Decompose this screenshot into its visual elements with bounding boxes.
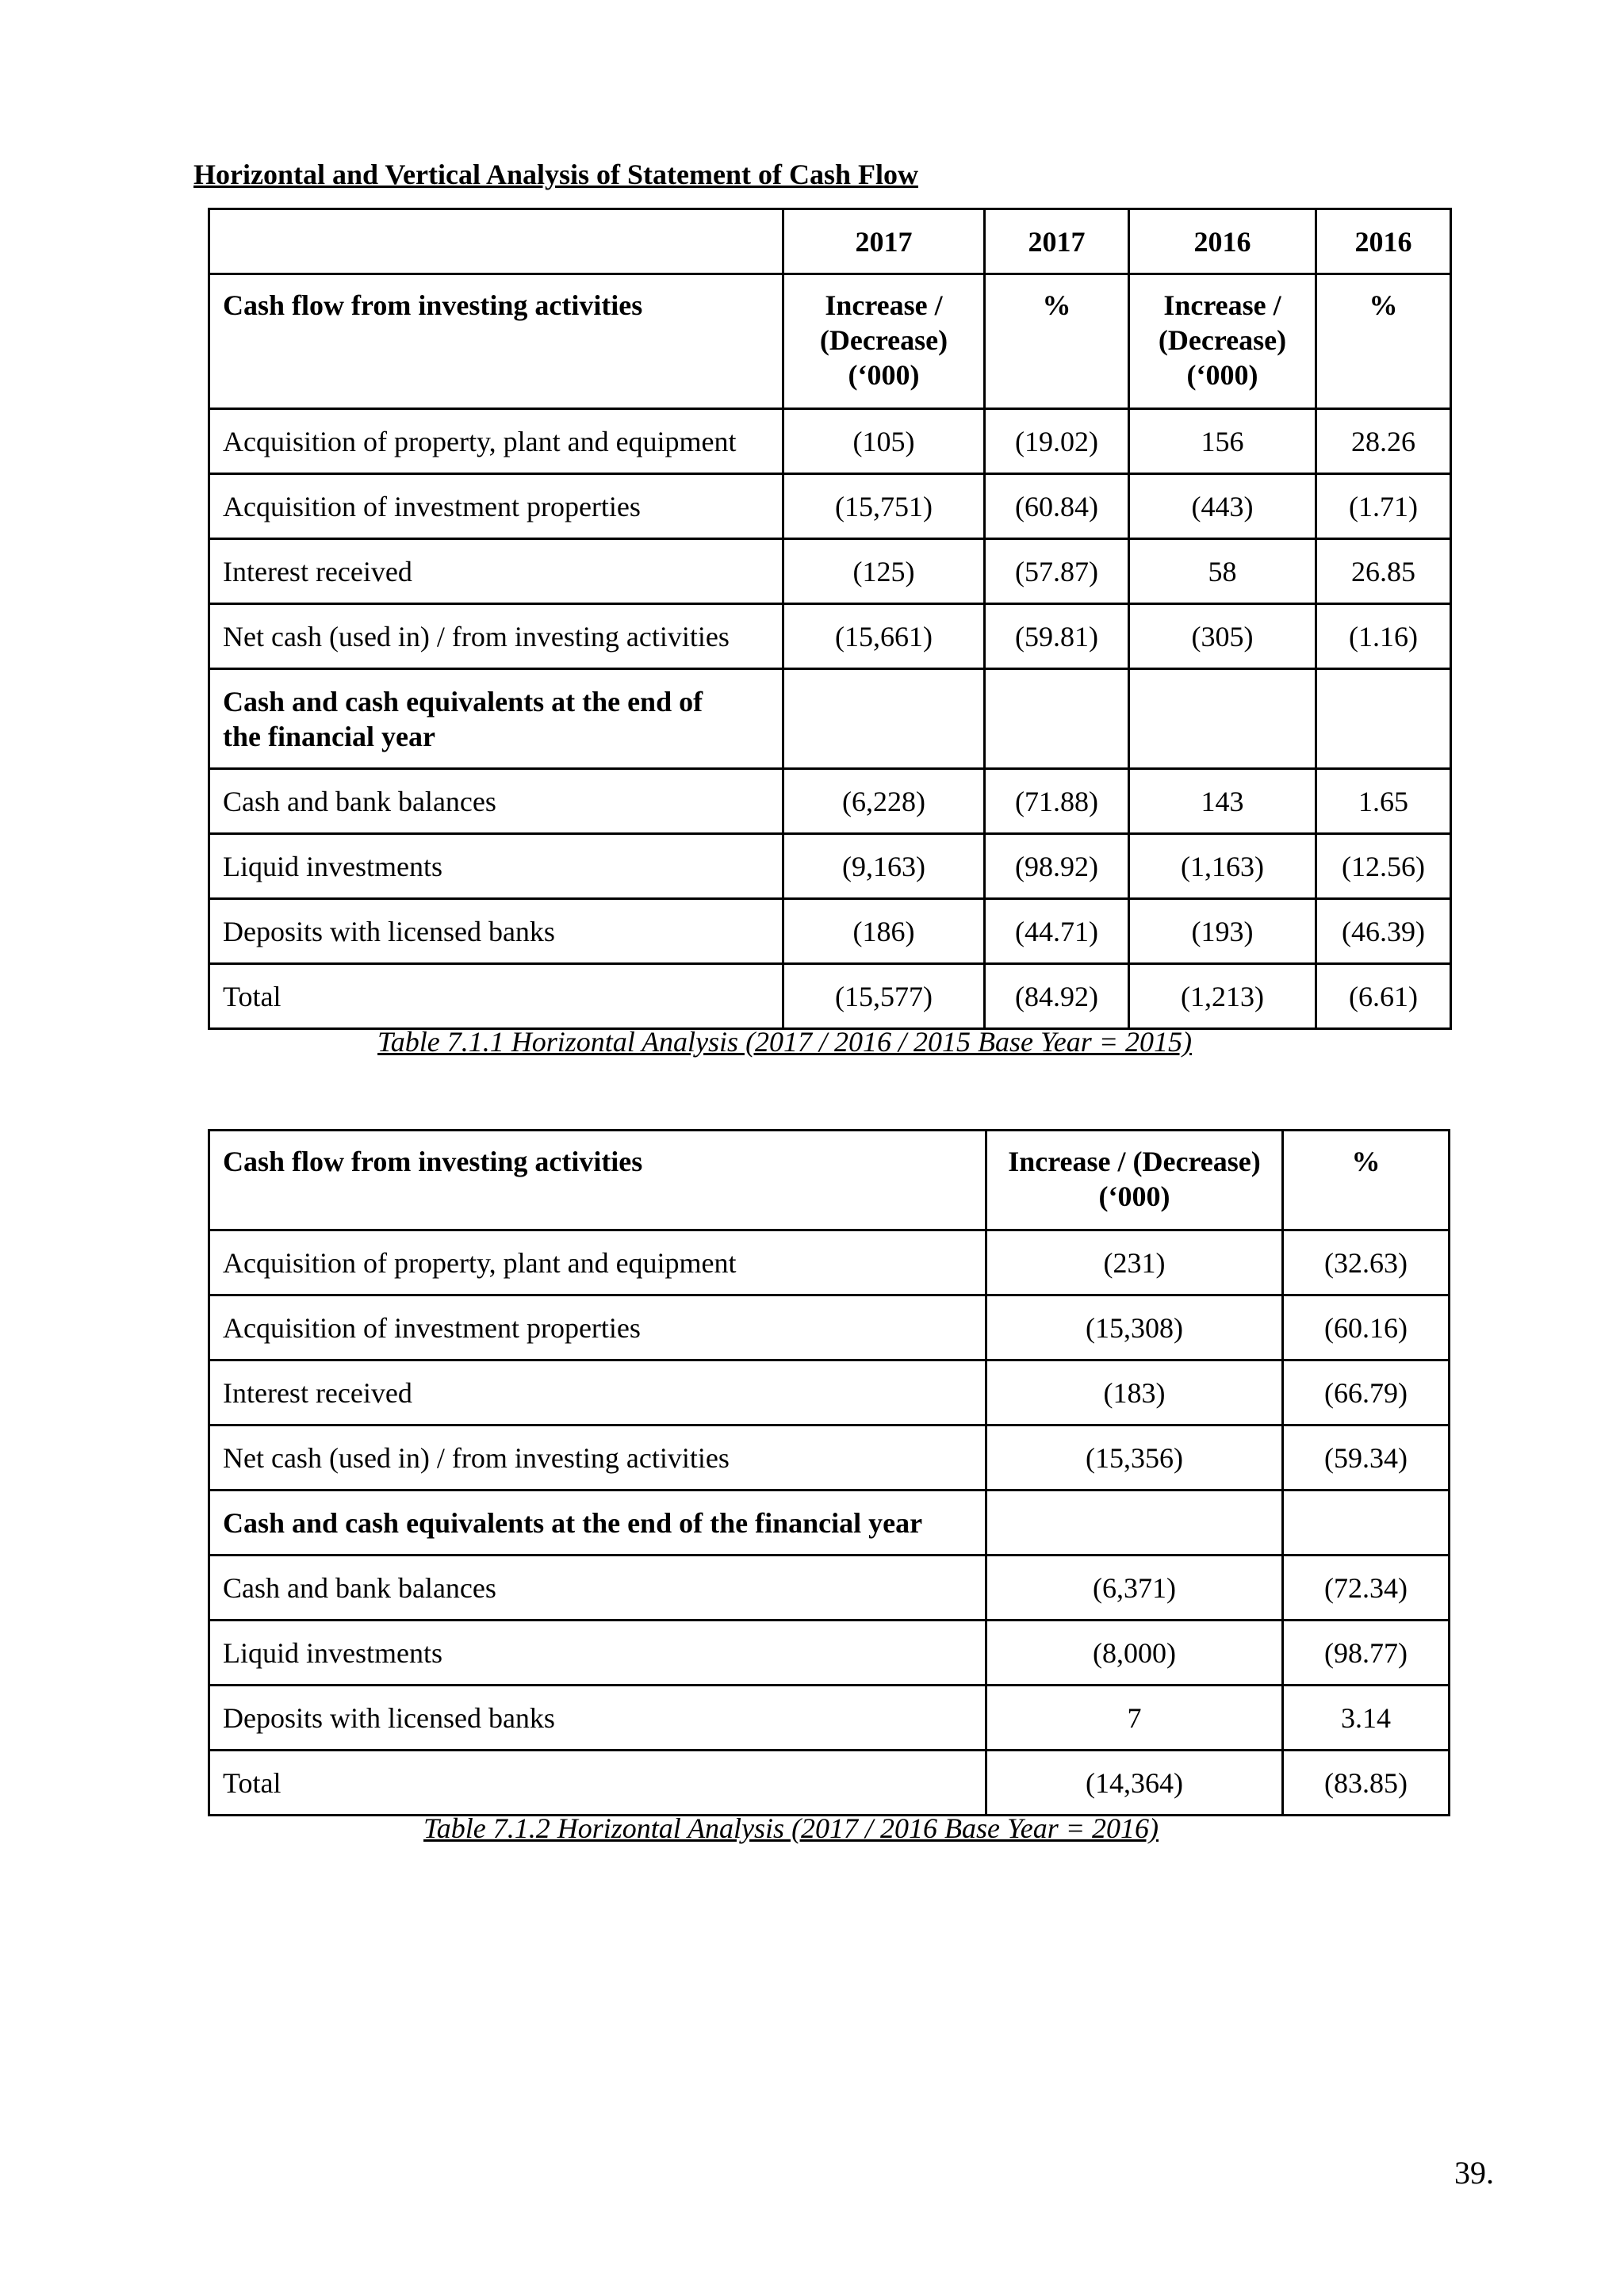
table-cell: (15,751) [783,474,985,539]
table-row [209,834,1451,899]
column-header-line: % [1369,289,1398,321]
column-header-line: (‘000) [1098,1181,1170,1212]
total-row [209,964,1451,1029]
column-header-line: (‘000) [848,359,920,391]
table-row [209,1295,1450,1360]
row-label: Net cash (used in) / from investing activities [209,604,783,669]
column-header [985,274,1129,409]
table-cell: (66.79) [1283,1360,1450,1425]
column-header-line: % [1351,1146,1381,1177]
row-label: Interest received [209,1360,986,1425]
empty-cell [783,669,985,769]
table-cell: (46.39) [1316,899,1451,964]
row-label: Acquisition of property, plant and equipment [209,1230,986,1295]
table-cell: (98.92) [985,834,1129,899]
table-cell: (6,228) [783,769,985,834]
table-cell: 58 [1129,539,1316,604]
column-header-line: (Decrease) [819,324,948,356]
section-label: Cash flow from investing activities [209,274,783,409]
empty-cell [985,669,1129,769]
table-cell: 3.14 [1283,1686,1450,1751]
section-label [209,669,783,769]
empty-header-cell [209,209,783,274]
row-label: Liquid investments [209,1621,986,1686]
table-row [209,899,1451,964]
table-cell: (83.85) [1283,1751,1450,1816]
row-label: Total [209,1751,986,1816]
table-cell: (60.84) [985,474,1129,539]
column-header [986,1131,1283,1230]
table-cell: (15,356) [986,1425,1283,1490]
table-row [209,1360,1450,1425]
table-cell: (1,213) [1129,964,1316,1029]
table-cell: (12.56) [1316,834,1451,899]
column-header [783,274,985,409]
table-cell: (1.71) [1316,474,1451,539]
column-header-line: % [1042,289,1071,321]
total-row [209,1751,1450,1816]
empty-cell [1316,669,1451,769]
table-cell: (6,371) [986,1556,1283,1621]
table-cell: 1.65 [1316,769,1451,834]
table-cell: (98.77) [1283,1621,1450,1686]
table-cell: (15,308) [986,1295,1283,1360]
table-cell: (8,000) [986,1621,1283,1686]
table-row [209,769,1451,834]
section-label-line: the financial year [223,720,435,752]
column-header-line: Increase / (Decrease) [1008,1146,1261,1177]
table-cell: (32.63) [1283,1230,1450,1295]
row-label: Cash and bank balances [209,769,783,834]
table-row [209,1556,1450,1621]
empty-cell [1129,669,1316,769]
horizontal-analysis-table-base-2016 [208,1129,1450,1816]
table-caption: Table 7.1.1 Horizontal Analysis (2017 / 2016 / 2015 Base Year = 2015) [377,1026,1193,1058]
page-heading: Horizontal and Vertical Analysis of Statement of Cash Flow [193,159,918,190]
table-cell: (15,661) [783,604,985,669]
table-cell: (72.34) [1283,1556,1450,1621]
table-cell: (57.87) [985,539,1129,604]
column-header [1316,274,1451,409]
row-label: Acquisition of property, plant and equipment [209,409,783,474]
table-row [209,604,1451,669]
row-label: Net cash (used in) / from investing activities [209,1425,986,1490]
table-cell: (125) [783,539,985,604]
table-cell: 26.85 [1316,539,1451,604]
table-row [209,474,1451,539]
section-label-line: Cash and cash equivalents at the end of [223,685,703,718]
row-label: Interest received [209,539,783,604]
table-cell: (186) [783,899,985,964]
year-header: 2016 [1129,209,1316,274]
table-cell: (15,577) [783,964,985,1029]
empty-cell [986,1490,1283,1556]
horizontal-analysis-table-base-2015 [208,208,1452,1030]
row-label: Acquisition of investment properties [209,474,783,539]
row-label: Deposits with licensed banks [209,1686,986,1751]
empty-cell [1283,1490,1450,1556]
row-label: Liquid investments [209,834,783,899]
row-label: Acquisition of investment properties [209,1295,986,1360]
table-cell: 143 [1129,769,1316,834]
table-row [209,1425,1450,1490]
table-cell: (44.71) [985,899,1129,964]
column-header-row [209,1131,1450,1230]
table-cell: (1.16) [1316,604,1451,669]
table-cell: (6.61) [1316,964,1451,1029]
row-label: Deposits with licensed banks [209,899,783,964]
table-row [209,1621,1450,1686]
section-label: Cash flow from investing activities [209,1131,986,1230]
page-number: 39. [1454,2155,1494,2191]
table-cell: (231) [986,1230,1283,1295]
year-header-row [209,209,1451,274]
year-header: 2017 [985,209,1129,274]
table-cell: (305) [1129,604,1316,669]
table-cell: (19.02) [985,409,1129,474]
row-label: Cash and bank balances [209,1556,986,1621]
table-cell: (443) [1129,474,1316,539]
year-header: 2016 [1316,209,1451,274]
column-header-line: Increase / [825,289,943,321]
column-header-row [209,274,1451,409]
column-header-line: Increase / [1163,289,1281,321]
table-row [209,1686,1450,1751]
row-label: Total [209,964,783,1029]
table-cell: (60.16) [1283,1295,1450,1360]
table-cell: 156 [1129,409,1316,474]
table-cell: (59.34) [1283,1425,1450,1490]
section-header-row [209,1490,1450,1556]
table-cell: (9,163) [783,834,985,899]
section-label: Cash and cash equivalents at the end of the financial year [209,1490,986,1556]
table-row [209,539,1451,604]
table-cell: 28.26 [1316,409,1451,474]
table-caption: Table 7.1.2 Horizontal Analysis (2017 / 2016 Base Year = 2016) [423,1812,1159,1844]
year-header: 2017 [783,209,985,274]
table-row [209,409,1451,474]
column-header [1129,274,1316,409]
table-row [209,1230,1450,1295]
column-header-line: (Decrease) [1158,324,1287,356]
table-cell: (59.81) [985,604,1129,669]
table-cell: (183) [986,1360,1283,1425]
table-cell: (105) [783,409,985,474]
table-cell: 7 [986,1686,1283,1751]
table-cell: (1,163) [1129,834,1316,899]
table-cell: (71.88) [985,769,1129,834]
table-cell: (193) [1129,899,1316,964]
column-header [1283,1131,1450,1230]
table-cell: (14,364) [986,1751,1283,1816]
table-cell: (84.92) [985,964,1129,1029]
column-header-line: (‘000) [1186,359,1258,391]
section-header-row [209,669,1451,769]
